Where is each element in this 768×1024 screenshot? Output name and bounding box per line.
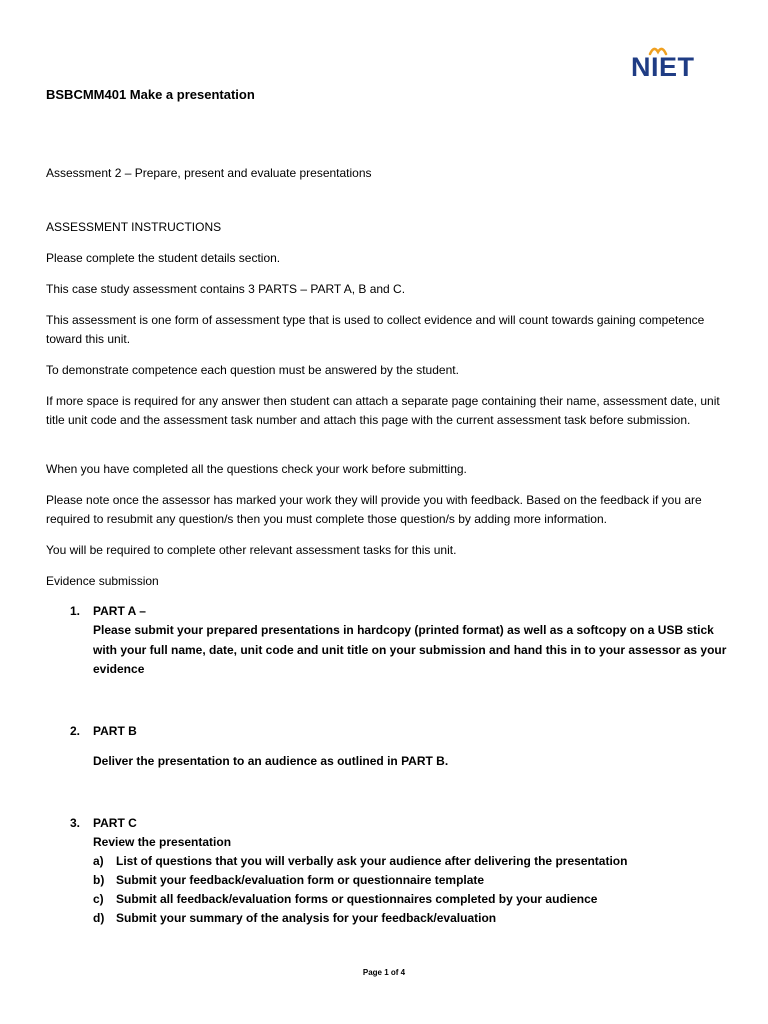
- sub-item-text: Submit your summary of the analysis for your feedback/evaluation: [116, 911, 497, 925]
- instruction-paragraph: You will be required to complete other relevant assessment tasks for this unit.: [46, 543, 457, 557]
- logo-text: NIET: [631, 52, 695, 82]
- sub-item-letter: a): [93, 854, 104, 868]
- instruction-paragraph: This assessment is one form of assessment type that is used to collect evidence and will count towards gaining competence toward this unit.: [46, 313, 705, 346]
- part-a-title: PART A –: [93, 604, 146, 618]
- part-number: 1.: [70, 604, 81, 618]
- page-number: Page 1 of 4: [362, 968, 406, 977]
- part-b-body: Deliver the presentation to an audience as outlined in PART B.: [93, 754, 449, 768]
- sub-item-text: Submit all feedback/evaluation forms or questionnaires completed by your audience: [116, 892, 598, 906]
- part-c-body: Review the presentation: [93, 835, 232, 849]
- niet-logo: [631, 44, 723, 84]
- instruction-paragraph: When you have completed all the questions check your work before submitting.: [46, 462, 467, 476]
- sub-item-text: List of questions that you will verbally ask your audience after delivering the presentation: [116, 854, 628, 868]
- part-b-title: PART B: [93, 724, 137, 738]
- sub-item-text: Submit your feedback/evaluation form or questionnaire template: [116, 873, 485, 887]
- unit-title: BSBCMM401 Make a presentation: [46, 87, 255, 102]
- instruction-paragraph: Please note once the assessor has marked your work they will provide you with feedback. Based on the feedback if you are required to resubmit any question/s then you must complete those question/s by adding more information.: [46, 493, 702, 526]
- sub-item-letter: c): [93, 892, 104, 906]
- instructions-heading: ASSESSMENT INSTRUCTIONS: [46, 220, 222, 234]
- part-number: 2.: [70, 724, 81, 738]
- evidence-heading: Evidence submission: [46, 574, 159, 588]
- assessment-title: Assessment 2 – Prepare, present and evaluate presentations: [46, 166, 372, 180]
- instruction-paragraph: Please complete the student details section.: [46, 251, 281, 265]
- instruction-paragraph: If more space is required for any answer then student can attach a separate page containing their name, assessment date, unit title unit code and the assessment task number and attach this page with the current assessment task before submission.: [46, 394, 720, 427]
- instruction-paragraph: To demonstrate competence each question must be answered by the student.: [46, 363, 459, 377]
- part-number: 3.: [70, 816, 81, 830]
- part-a-body: Please submit your prepared presentations in hardcopy (printed format) as well as a softcopy on a USB stick with your full name, date, unit code and unit title on your submission and hand this in to your assessor as your evidence: [93, 623, 727, 677]
- part-c-title: PART C: [93, 816, 137, 830]
- instruction-paragraph: This case study assessment contains 3 PARTS – PART A, B and C.: [46, 282, 406, 296]
- sub-item-letter: b): [93, 873, 105, 887]
- sub-item-letter: d): [93, 911, 105, 925]
